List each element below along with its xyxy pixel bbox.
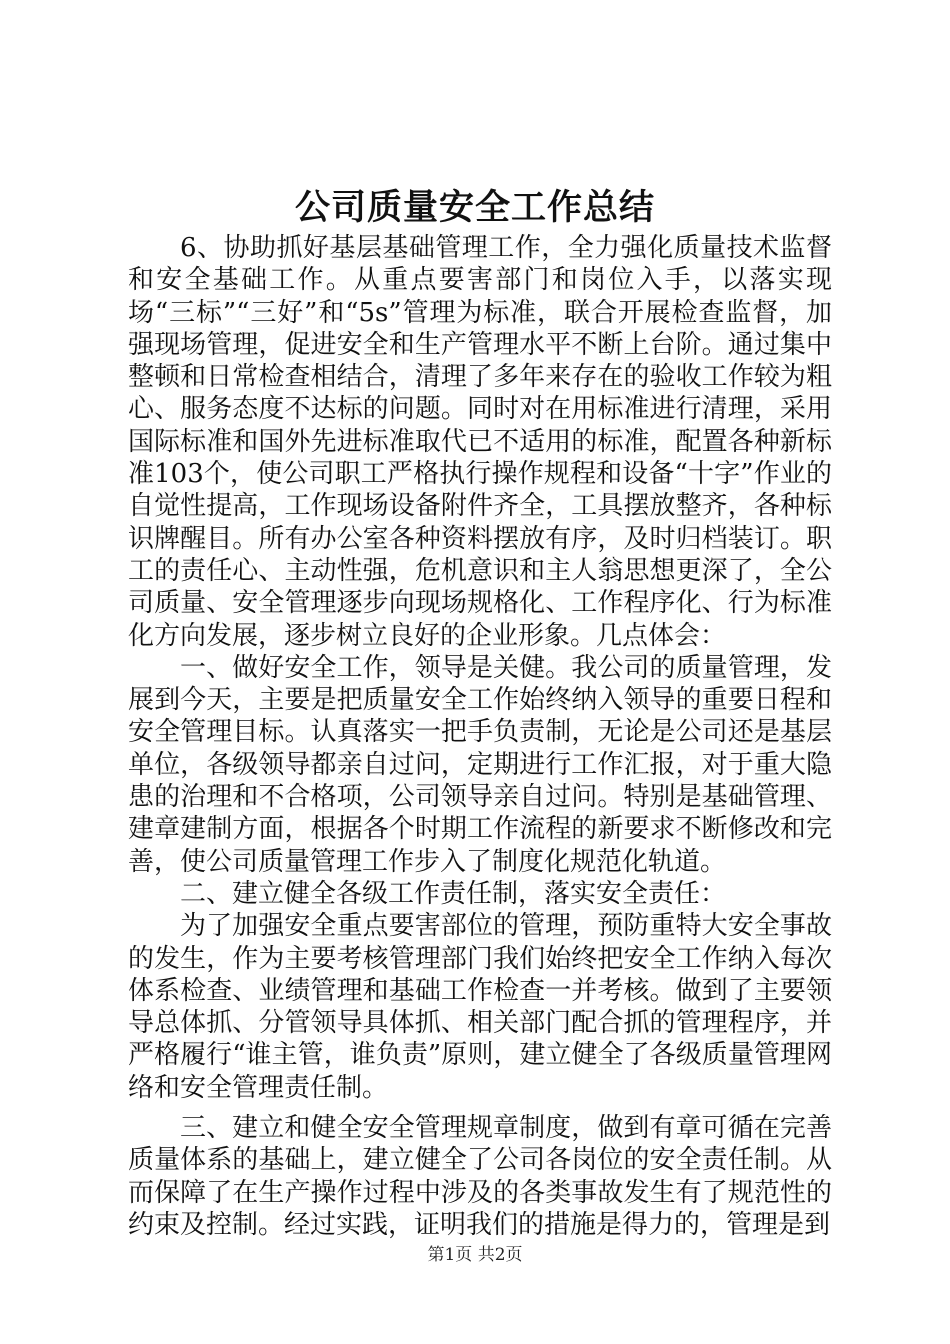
- document-title: 公司质量安全工作总结: [294, 187, 655, 228]
- page-number-footer: 第1页 共2页: [427, 1245, 523, 1265]
- paragraph-responsibility-heading: 二、建立健全各级工作责任制，落实安全责任：: [180, 878, 727, 909]
- paragraph-leadership: 一、做好安全工作，领导是关健。我公司的质量管理，发展到今天，主要是把质量安全工作始终纳入领导的重要日程和安全管理目标。认真落实一把手负责制，无论是公司还是基层单位，各级领导都亲自过问，定期进行工作汇报，对于重大隐患的治理和不合格项，公司领导亲自过问。特别是基础管理、建章建制方面，根据各个时期工作流程的新要求不断修改和完善，使公司质量管理工作步入了制度化规范化轨道。: [128, 652, 832, 877]
- document-body: [128, 232, 832, 1241]
- paragraph-responsibility-detail: 为了加强安全重点要害部位的管理，预防重特大安全事故的发生，作为主要考核管理部门我们始终把安全工作纳入每次体系检查、业绩管理和基础工作检查一并考核。做到了主要领导总体抓、分管领导具体抓、相关部门配合抓的管理程序，并严格履行“谁主管，谁负责”原则，建立健全了各级质量管理网络和安全管理责任制。: [128, 911, 832, 1103]
- paragraph-summary-item-6: 6、协助抓好基层基础管理工作，全力强化质量技术监督和安全基础工作。从重点要害部门和岗位入手，以落实现场“三标”“三好”和“5s”管理为标准，联合开展检查监督，加强现场管理，促进安全和生产管理水平不断上台阶。通过集中整顿和日常检查相结合，清理了多年来存在的验收工作较为粗心、服务态度不达标的问题。同时对在用标准进行清理，采用国际标准和国外先进标准取代已不适用的标准，配置各种新标准103个，使公司职工严格执行操作规程和设备“十字”作业的自觉性提高，工作现场设备附件齐全，工具摆放整齐，各种标识牌醒目。所有办公室各种资料摆放有序，及时归档装订。职工的责任心、主动性强，危机意识和主人翁思想更深了，全公司质量、安全管理逐步向现场规格化、工作程序化、行为标准化方向发展，逐步树立良好的企业形象。几点体会：: [128, 233, 832, 651]
- paragraph-regulations: 三、建立和健全安全管理规章制度，做到有章可循在完善质量体系的基础上，建立健全了公司各岗位的安全责任制。从而保障了在生产操作过程中涉及的各类事故发生有了规范性的约束及控制。经过实践，证明我们的措施是得力的，管理是到: [128, 1113, 832, 1240]
